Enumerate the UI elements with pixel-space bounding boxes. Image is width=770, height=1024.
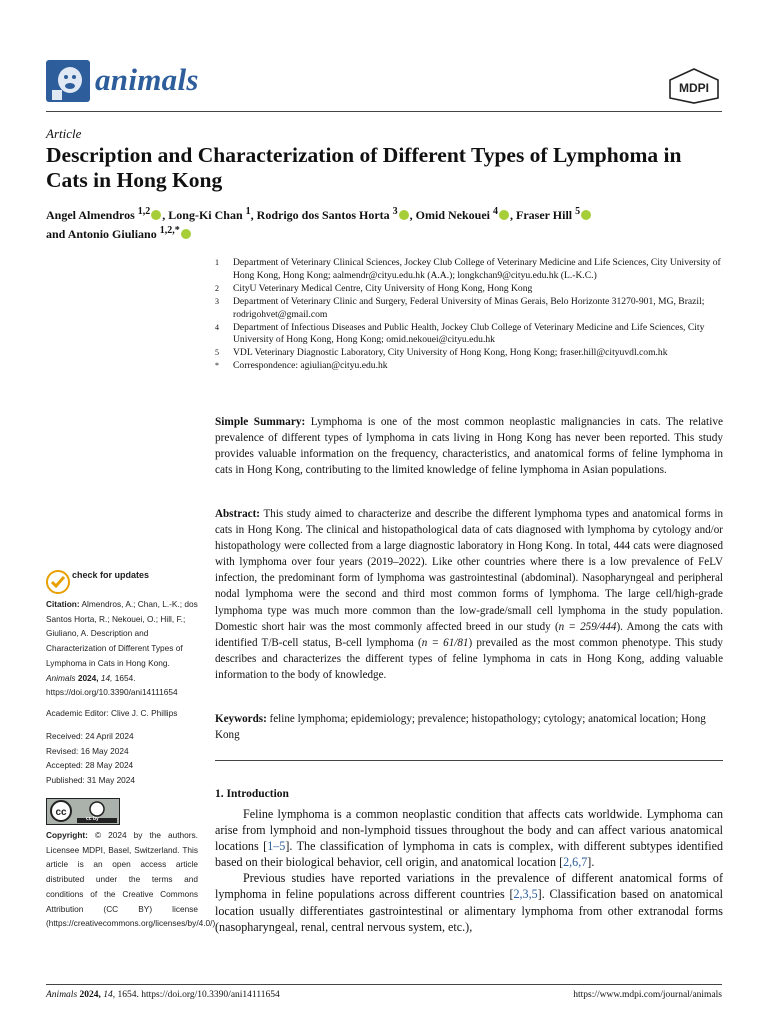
footer-citation: Animals 2024, 14, 1654. https://doi.org/10.3390/ani14111654 bbox=[46, 990, 280, 1000]
affiliation-item: 4 Department of Infectious Diseases and Public Health, Jockey Club College of Veterinary Medicine and Life Sciences, City University of Hong Kong, Hong Kong; omid.nekouei@cityu.edu.hk bbox=[215, 321, 705, 346]
citation-link[interactable]: 2,3,5 bbox=[513, 887, 538, 902]
paragraph: Previous studies have reported variations in the prevalence of different anatomical forms of lymphoma in feline populations across different countries [2,3,5]. Classification based on anatomical location usually differentiates gastrointestinal or alimentary lymphoma from other extranodal forms (nasopharyngeal, renal, central nervous system, etc.), bbox=[215, 871, 723, 934]
affiliation-item: 3 Department of Veterinary Clinic and Surgery, Federal University of Minas Gerais, Belo Horizonte 31270-901, MG, Brazil; rodrigohvet@gmail.com bbox=[215, 295, 705, 320]
section-heading: 1. Introduction bbox=[215, 788, 289, 800]
simple-summary bbox=[215, 414, 723, 478]
check-for-updates-icon[interactable] bbox=[46, 570, 70, 594]
orcid-icon[interactable] bbox=[581, 210, 591, 220]
date-accepted: Accepted: 28 May 2024 bbox=[46, 760, 134, 771]
author-name: Rodrigo dos Santos Horta bbox=[256, 208, 390, 222]
article-type: Article bbox=[46, 126, 82, 141]
citation-block: Citation: Almendros, A.; Chan, L.-K.; dos Santos Horta, R.; Nekouei, O.; Hill, F.; Giuliano, A. Description and Characterization of Different Types of Lymphoma in Cats in Hong Kong. Animals 2024, 14, 1654. https://doi.org/10.3390/ani14111654 bbox=[46, 599, 198, 698]
author-name: Omid Nekouei bbox=[415, 208, 491, 222]
check-for-updates-label[interactable]: check for updates bbox=[72, 570, 150, 580]
citation-link[interactable]: 1–5 bbox=[267, 839, 286, 854]
orcid-icon[interactable] bbox=[151, 210, 161, 220]
doi-link[interactable]: 1654. https://doi.org/10.3390/ani14111654 bbox=[46, 672, 178, 698]
copyright-block: Copyright: © 2024 by the authors. Licensee MDPI, Basel, Switzerland. This article is an open access article distributed under the terms and conditions of the Creative Commons Attribution (CC BY) license (https://creativecommons.org/licenses/by/4.0/). bbox=[46, 830, 218, 929]
abstract-stat: n = 61/81 bbox=[421, 636, 469, 649]
abstract: Abstract: This study aimed to characterize and describe the different lymphoma types and anatomical forms in cats in Hong Kong. The clinical and histopathological data of cats diagnosed with lymphoma by cytology and/or histopathology were collected from a large diagnostic laboratory in Hong Kong. In total, 444 cats were diagnosed with lymphoma over four years (2019–2022). Like other countries where there is a low prevalence of FeLV infection, the predominant form of lymphoma was gastrointestinal (abdominal). Nasopharyngeal and peripheral nodal lymphoma were the second and third most common forms of lymphoma. The large cell/high-grade lymphoma type was much more common than the low-grade/small cell lymphoma in the study population. Domestic short hair was the most commonly affected breed in our study (n = 259/444). Among the cats with identified T/B-cell status, B-cell lymphoma (n = 61/81) prevailed as the most common phenotype. This study describes and characterizes the different types of feline lymphoma in cats in Hong Kong, adding valuable information to the body of knowledge. bbox=[215, 508, 723, 681]
journal-logo-icon bbox=[46, 60, 90, 102]
journal-name[interactable]: animals bbox=[95, 62, 199, 97]
article-title: Description and Characterization of Different Types of Lymphoma in Cats in Hong Kong bbox=[46, 143, 682, 192]
orcid-icon[interactable] bbox=[499, 210, 509, 220]
citation-link[interactable]: 2,6,7 bbox=[563, 855, 588, 870]
footer-doi-link[interactable]: 1654. https://doi.org/10.3390/ani14111654 bbox=[117, 990, 280, 1000]
orcid-icon[interactable] bbox=[181, 229, 191, 239]
keywords-label: Keywords: bbox=[215, 713, 267, 725]
keywords bbox=[215, 711, 723, 743]
keywords-text: feline lymphoma; epidemiology; prevalence; histopathology; cytology; anatomical location; Hong Kong bbox=[215, 713, 706, 742]
author-name: Angel Almendros bbox=[46, 208, 135, 222]
affiliations bbox=[215, 257, 725, 373]
date-revised: Revised: 16 May 2024 bbox=[46, 745, 129, 756]
author-name: Long-Ki Chan bbox=[168, 208, 243, 222]
affiliation-item: 1 Department of Veterinary Clinical Sciences, Jockey Club College of Veterinary Medicine and Life Sciences, City University of Hong Kong, Hong Kong; aalmendr@cityu.edu.hk (A.A.); longkchan9@cityu.edu.hk (L.-K.C.) bbox=[215, 257, 721, 281]
introduction-body bbox=[215, 806, 723, 935]
abstract-label: Abstract: bbox=[215, 508, 260, 520]
abstract-stat: n = 259/444 bbox=[558, 620, 617, 633]
copyright-label: Copyright: bbox=[46, 830, 88, 840]
citation-label: Citation: bbox=[46, 599, 80, 609]
cc-by-license-icon[interactable] bbox=[46, 798, 120, 825]
header-divider bbox=[46, 111, 722, 112]
simple-summary-text: Lymphoma is one of the most common neoplastic malignancies in cats. The relative prevalence of different types of lymphoma in cats living in Hong Kong has never been reported. This study provides valuable information on the frequency, characteristics, and anatomical forms of feline lymphoma in cats in Hong Kong, contributing to the limited knowledge of feline lymphoma in Asian populations. bbox=[215, 416, 723, 477]
author-list: Angel Almendros $^{1,2}$ , Long-Ki Chan $^1$, Rodrigo dos Santos Horta $^3$ , Omid Nekouei $^4$ , Fraser Hill $^5$ and Antonio Giuliano $^{1,2,*}$ bbox=[46, 204, 726, 242]
footer-journal-url[interactable]: https://www.mdpi.com/journal/animals bbox=[573, 990, 722, 1000]
affiliation-item: 2 CityU Veterinary Medical Centre, City University of Hong Kong, Hong Kong bbox=[215, 282, 533, 294]
academic-editor: Academic Editor: Clive J. C. Phillips bbox=[46, 708, 178, 718]
mdpi-logo-icon[interactable] bbox=[668, 68, 720, 104]
svg-text:cc: cc bbox=[55, 807, 67, 818]
author-name: Antonio Giuliano bbox=[67, 227, 157, 241]
simple-summary-label: Simple Summary: bbox=[215, 416, 306, 428]
author-name: Fraser Hill bbox=[516, 208, 573, 222]
paragraph: Feline lymphoma is a common neoplastic condition that affects cats worldwide. Lymphoma can arise from lymphoid and non-lymphoid tissues throughout the body and can affect various anatomical locations [1–5]. The classification of lymphoma in cats is complex, with different subtypes identified based on their biological behavior, cell origin, and anatomical location [2,6,7]. bbox=[215, 807, 723, 870]
publisher-name: MDPI bbox=[679, 81, 709, 95]
orcid-icon[interactable] bbox=[399, 210, 409, 220]
section-divider bbox=[215, 760, 723, 761]
dates-block bbox=[46, 729, 198, 788]
date-published: Published: 31 May 2024 bbox=[46, 775, 136, 786]
affiliation-item: * Correspondence: agiulian@cityu.edu.hk bbox=[215, 360, 388, 372]
footer-divider bbox=[46, 984, 722, 985]
affiliation-item: 5 VDL Veterinary Diagnostic Laboratory, City University of Hong Kong, Hong Kong; fraser.hill@cityuvdl.com.hk bbox=[215, 347, 668, 359]
date-received: Received: 24 April 2024 bbox=[46, 731, 134, 741]
cc-label: cc by bbox=[86, 816, 99, 822]
